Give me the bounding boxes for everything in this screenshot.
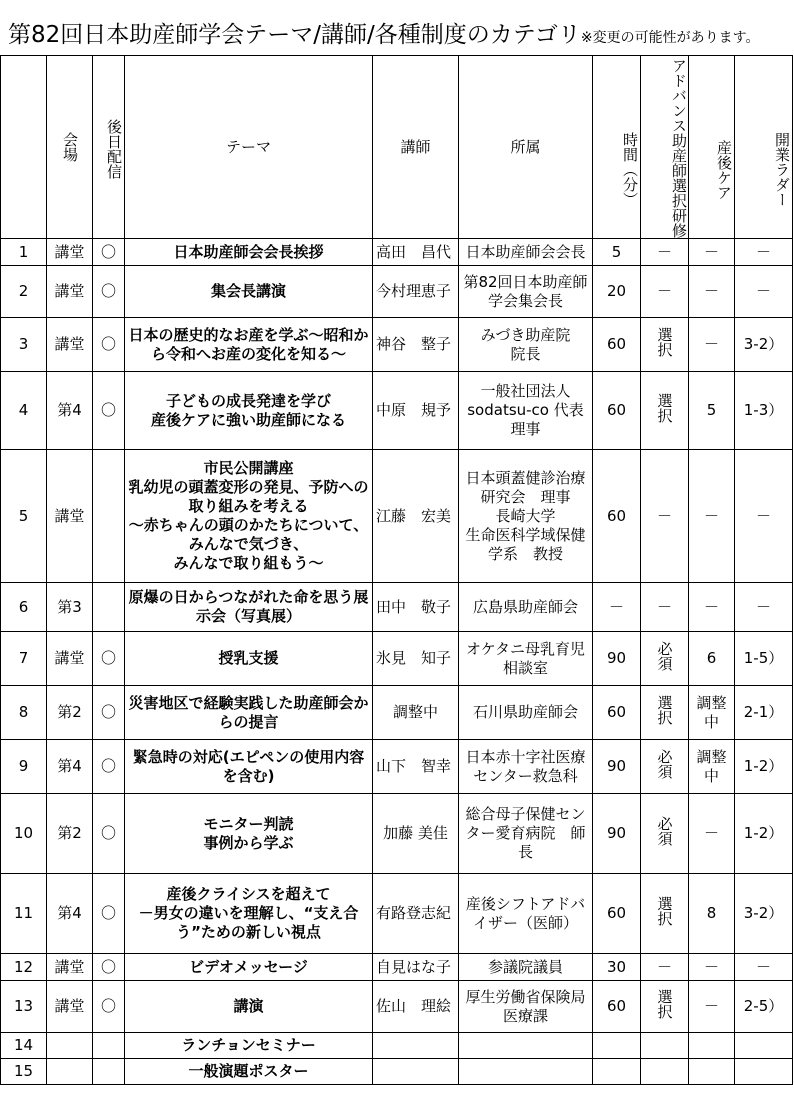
cell-time: 5 bbox=[593, 239, 641, 266]
cell-archive: 〇 bbox=[93, 318, 125, 372]
cell-theme: 災害地区で経験実践した助産師会からの提言 bbox=[125, 686, 373, 740]
cell-advanced: － bbox=[641, 954, 689, 981]
header-postpartum: 産後ケア bbox=[689, 56, 735, 239]
cell-archive: 〇 bbox=[93, 954, 125, 981]
cell-archive: 〇 bbox=[93, 981, 125, 1033]
cell-affiliation: 厚生労働省保険局 医療課 bbox=[459, 981, 593, 1033]
cell-career: 1-3） bbox=[735, 372, 793, 450]
cell-theme: ビデオメッセージ bbox=[125, 954, 373, 981]
cell-time: 60 bbox=[593, 372, 641, 450]
cell-archive bbox=[93, 583, 125, 632]
cell-speaker: 今村理恵子 bbox=[373, 266, 459, 318]
cell-career: － bbox=[735, 239, 793, 266]
table-row bbox=[1, 632, 793, 686]
cell-venue bbox=[47, 1059, 93, 1085]
cell-no: 11 bbox=[1, 874, 47, 954]
cell-advanced-text: 選択 bbox=[655, 695, 674, 725]
cell-speaker: 調整中 bbox=[373, 686, 459, 740]
cell-postpartum: 調整中 bbox=[689, 740, 735, 794]
cell-no: 10 bbox=[1, 794, 47, 874]
cell-affiliation: 広島県助産師会 bbox=[459, 583, 593, 632]
cell-postpartum: － bbox=[689, 450, 735, 583]
cell-career: － bbox=[735, 583, 793, 632]
header-advanced: アドバンス助産師選択研修 bbox=[641, 56, 689, 239]
table-row bbox=[1, 583, 793, 632]
schedule-table bbox=[0, 55, 793, 1085]
cell-career: 1-2） bbox=[735, 794, 793, 874]
cell-postpartum: 5 bbox=[689, 372, 735, 450]
cell-career bbox=[735, 1059, 793, 1085]
cell-theme: 子どもの成長発達を学び 産後ケアに強い助産師になる bbox=[125, 372, 373, 450]
table-row bbox=[1, 239, 793, 266]
cell-career: 3-2） bbox=[735, 318, 793, 372]
cell-venue: 第4 bbox=[47, 874, 93, 954]
cell-advanced bbox=[641, 632, 689, 686]
title-main: 第82回日本助産師学会テーマ/講師/各種制度のカテゴリ bbox=[8, 22, 581, 48]
cell-time: － bbox=[593, 583, 641, 632]
cell-speaker: 田中 敬子 bbox=[373, 583, 459, 632]
table-row bbox=[1, 266, 793, 318]
header-no bbox=[1, 56, 47, 239]
cell-affiliation bbox=[459, 1059, 593, 1085]
cell-postpartum bbox=[689, 1059, 735, 1085]
cell-affiliation: オケタニ母乳育児 相談室 bbox=[459, 632, 593, 686]
header-time: 時間（分） bbox=[593, 56, 641, 239]
cell-career bbox=[735, 1033, 793, 1059]
cell-postpartum: 調整中 bbox=[689, 686, 735, 740]
cell-no: 1 bbox=[1, 239, 47, 266]
cell-speaker: 江藤 宏美 bbox=[373, 450, 459, 583]
cell-affiliation: 産後シフトアドバイザー（医師） bbox=[459, 874, 593, 954]
cell-advanced-text: 選択 bbox=[655, 327, 674, 357]
cell-archive: 〇 bbox=[93, 740, 125, 794]
cell-advanced: － bbox=[641, 266, 689, 318]
cell-no: 6 bbox=[1, 583, 47, 632]
cell-postpartum: － bbox=[689, 794, 735, 874]
cell-career: 1-5） bbox=[735, 632, 793, 686]
cell-advanced-text: 必須 bbox=[655, 749, 674, 779]
cell-career: 2-1） bbox=[735, 686, 793, 740]
cell-postpartum: 6 bbox=[689, 632, 735, 686]
table-row bbox=[1, 794, 793, 874]
cell-theme: 日本助産師会会長挨拶 bbox=[125, 239, 373, 266]
cell-advanced bbox=[641, 1033, 689, 1059]
cell-venue: 第2 bbox=[47, 686, 93, 740]
cell-venue: 講堂 bbox=[47, 239, 93, 266]
cell-affiliation bbox=[459, 1033, 593, 1059]
cell-advanced bbox=[641, 874, 689, 954]
cell-venue: 講堂 bbox=[47, 632, 93, 686]
cell-advanced bbox=[641, 318, 689, 372]
cell-theme: 原爆の日からつながれた命を思う展示会（写真展） bbox=[125, 583, 373, 632]
cell-archive: 〇 bbox=[93, 266, 125, 318]
cell-postpartum: 8 bbox=[689, 874, 735, 954]
cell-archive bbox=[93, 1059, 125, 1085]
cell-affiliation: 参議院議員 bbox=[459, 954, 593, 981]
cell-time: 90 bbox=[593, 794, 641, 874]
cell-affiliation: 日本頭蓋健診治療 研究会 理事 長崎大学 生命医科学域保健 学系 教授 bbox=[459, 450, 593, 583]
table-row bbox=[1, 686, 793, 740]
cell-career: － bbox=[735, 954, 793, 981]
header-affiliation: 所属 bbox=[459, 56, 593, 239]
cell-time bbox=[593, 1033, 641, 1059]
cell-time bbox=[593, 1059, 641, 1085]
cell-venue: 講堂 bbox=[47, 981, 93, 1033]
cell-no: 12 bbox=[1, 954, 47, 981]
header-theme: テーマ bbox=[125, 56, 373, 239]
cell-theme: モニター判読 事例から学ぶ bbox=[125, 794, 373, 874]
cell-theme: 緊急時の対応(エピペンの使用内容を含む) bbox=[125, 740, 373, 794]
header-archive: 後日配信 bbox=[93, 56, 125, 239]
cell-no: 13 bbox=[1, 981, 47, 1033]
cell-affiliation: 一般社団法人 sodatsu-co 代表理事 bbox=[459, 372, 593, 450]
cell-speaker: 有路登志紀 bbox=[373, 874, 459, 954]
cell-postpartum: － bbox=[689, 239, 735, 266]
cell-postpartum bbox=[689, 1033, 735, 1059]
cell-archive: 〇 bbox=[93, 372, 125, 450]
cell-advanced bbox=[641, 686, 689, 740]
cell-no: 3 bbox=[1, 318, 47, 372]
cell-theme: ランチョンセミナー bbox=[125, 1033, 373, 1059]
cell-time: 60 bbox=[593, 686, 641, 740]
table-row bbox=[1, 740, 793, 794]
cell-time: 60 bbox=[593, 874, 641, 954]
cell-advanced-text: 選択 bbox=[655, 896, 674, 926]
cell-time: 20 bbox=[593, 266, 641, 318]
cell-archive: 〇 bbox=[93, 686, 125, 740]
cell-archive bbox=[93, 450, 125, 583]
cell-venue: 第2 bbox=[47, 794, 93, 874]
cell-no: 5 bbox=[1, 450, 47, 583]
cell-postpartum: － bbox=[689, 583, 735, 632]
cell-venue bbox=[47, 1033, 93, 1059]
cell-advanced: － bbox=[641, 239, 689, 266]
header-career: 開業ラダー bbox=[735, 56, 793, 239]
cell-time: 90 bbox=[593, 740, 641, 794]
cell-no: 2 bbox=[1, 266, 47, 318]
table-row bbox=[1, 372, 793, 450]
cell-speaker bbox=[373, 1059, 459, 1085]
cell-career: 2-5） bbox=[735, 981, 793, 1033]
cell-no: 14 bbox=[1, 1033, 47, 1059]
table-row bbox=[1, 981, 793, 1033]
cell-archive: 〇 bbox=[93, 794, 125, 874]
cell-venue: 講堂 bbox=[47, 266, 93, 318]
header-venue: 会場 bbox=[47, 56, 93, 239]
cell-postpartum: － bbox=[689, 981, 735, 1033]
cell-advanced-text: 必須 bbox=[655, 641, 674, 671]
cell-time: 60 bbox=[593, 318, 641, 372]
cell-speaker: 高田 昌代 bbox=[373, 239, 459, 266]
cell-archive bbox=[93, 1033, 125, 1059]
cell-affiliation: みづき助産院 院長 bbox=[459, 318, 593, 372]
cell-theme: 授乳支援 bbox=[125, 632, 373, 686]
cell-affiliation: 総合母子保健センター愛育病院 師長 bbox=[459, 794, 593, 874]
table-row bbox=[1, 318, 793, 372]
cell-career: － bbox=[735, 266, 793, 318]
cell-time: 90 bbox=[593, 632, 641, 686]
cell-speaker bbox=[373, 1033, 459, 1059]
cell-time: 30 bbox=[593, 954, 641, 981]
cell-affiliation: 第82回日本助産師学会集会長 bbox=[459, 266, 593, 318]
cell-career: 1-2） bbox=[735, 740, 793, 794]
cell-advanced bbox=[641, 740, 689, 794]
table-row bbox=[1, 1059, 793, 1085]
cell-affiliation: 石川県助産師会 bbox=[459, 686, 593, 740]
cell-career: － bbox=[735, 450, 793, 583]
cell-no: 9 bbox=[1, 740, 47, 794]
cell-venue: 講堂 bbox=[47, 318, 93, 372]
table-row bbox=[1, 450, 793, 583]
cell-advanced: － bbox=[641, 450, 689, 583]
cell-advanced: － bbox=[641, 583, 689, 632]
cell-theme: 一般演題ポスター bbox=[125, 1059, 373, 1085]
cell-advanced bbox=[641, 372, 689, 450]
cell-speaker: 山下 智幸 bbox=[373, 740, 459, 794]
cell-speaker: 神谷 整子 bbox=[373, 318, 459, 372]
table-row bbox=[1, 874, 793, 954]
cell-archive: 〇 bbox=[93, 239, 125, 266]
cell-postpartum: － bbox=[689, 266, 735, 318]
title-note: ※変更の可能性があります。 bbox=[580, 30, 760, 46]
cell-time: 60 bbox=[593, 981, 641, 1033]
cell-affiliation: 日本赤十字社医療 センター救急科 bbox=[459, 740, 593, 794]
cell-no: 7 bbox=[1, 632, 47, 686]
cell-no: 15 bbox=[1, 1059, 47, 1085]
page-title bbox=[8, 20, 759, 53]
cell-speaker: 中原 規予 bbox=[373, 372, 459, 450]
cell-advanced-text: 選択 bbox=[655, 989, 674, 1019]
cell-speaker: 氷見 知子 bbox=[373, 632, 459, 686]
cell-affiliation: 日本助産師会会長 bbox=[459, 239, 593, 266]
cell-advanced-text: 選択 bbox=[655, 393, 674, 423]
header-speaker: 講師 bbox=[373, 56, 459, 239]
cell-venue: 講堂 bbox=[47, 954, 93, 981]
cell-postpartum: － bbox=[689, 318, 735, 372]
cell-venue: 第4 bbox=[47, 740, 93, 794]
cell-advanced bbox=[641, 794, 689, 874]
cell-no: 4 bbox=[1, 372, 47, 450]
table-row bbox=[1, 954, 793, 981]
header-row bbox=[1, 56, 793, 239]
cell-speaker: 佐山 理絵 bbox=[373, 981, 459, 1033]
cell-archive: 〇 bbox=[93, 874, 125, 954]
cell-theme: 市民公開講座 乳幼児の頭蓋変形の発見、予防への取り組みを考える ～赤ちゃんの頭のかたちについて、みんなで気づき、 みんなで取り組もう～ bbox=[125, 450, 373, 583]
cell-time: 60 bbox=[593, 450, 641, 583]
cell-archive: 〇 bbox=[93, 632, 125, 686]
cell-venue: 第4 bbox=[47, 372, 93, 450]
cell-advanced-text: 必須 bbox=[655, 816, 674, 846]
cell-theme: 日本の歴史的なお産を学ぶ～昭和から令和へお産の変化を知る～ bbox=[125, 318, 373, 372]
cell-no: 8 bbox=[1, 686, 47, 740]
cell-postpartum: － bbox=[689, 954, 735, 981]
cell-advanced bbox=[641, 981, 689, 1033]
cell-theme: 産後クライシスを超えて －男女の違いを理解し、“支え合う”ための新しい視点 bbox=[125, 874, 373, 954]
cell-theme: 講演 bbox=[125, 981, 373, 1033]
cell-advanced bbox=[641, 1059, 689, 1085]
cell-venue: 講堂 bbox=[47, 450, 93, 583]
cell-venue: 第3 bbox=[47, 583, 93, 632]
cell-theme: 集会長講演 bbox=[125, 266, 373, 318]
cell-speaker: 加藤 美佳 bbox=[373, 794, 459, 874]
cell-career: 3-2） bbox=[735, 874, 793, 954]
table-row bbox=[1, 1033, 793, 1059]
cell-speaker: 自見はな子 bbox=[373, 954, 459, 981]
